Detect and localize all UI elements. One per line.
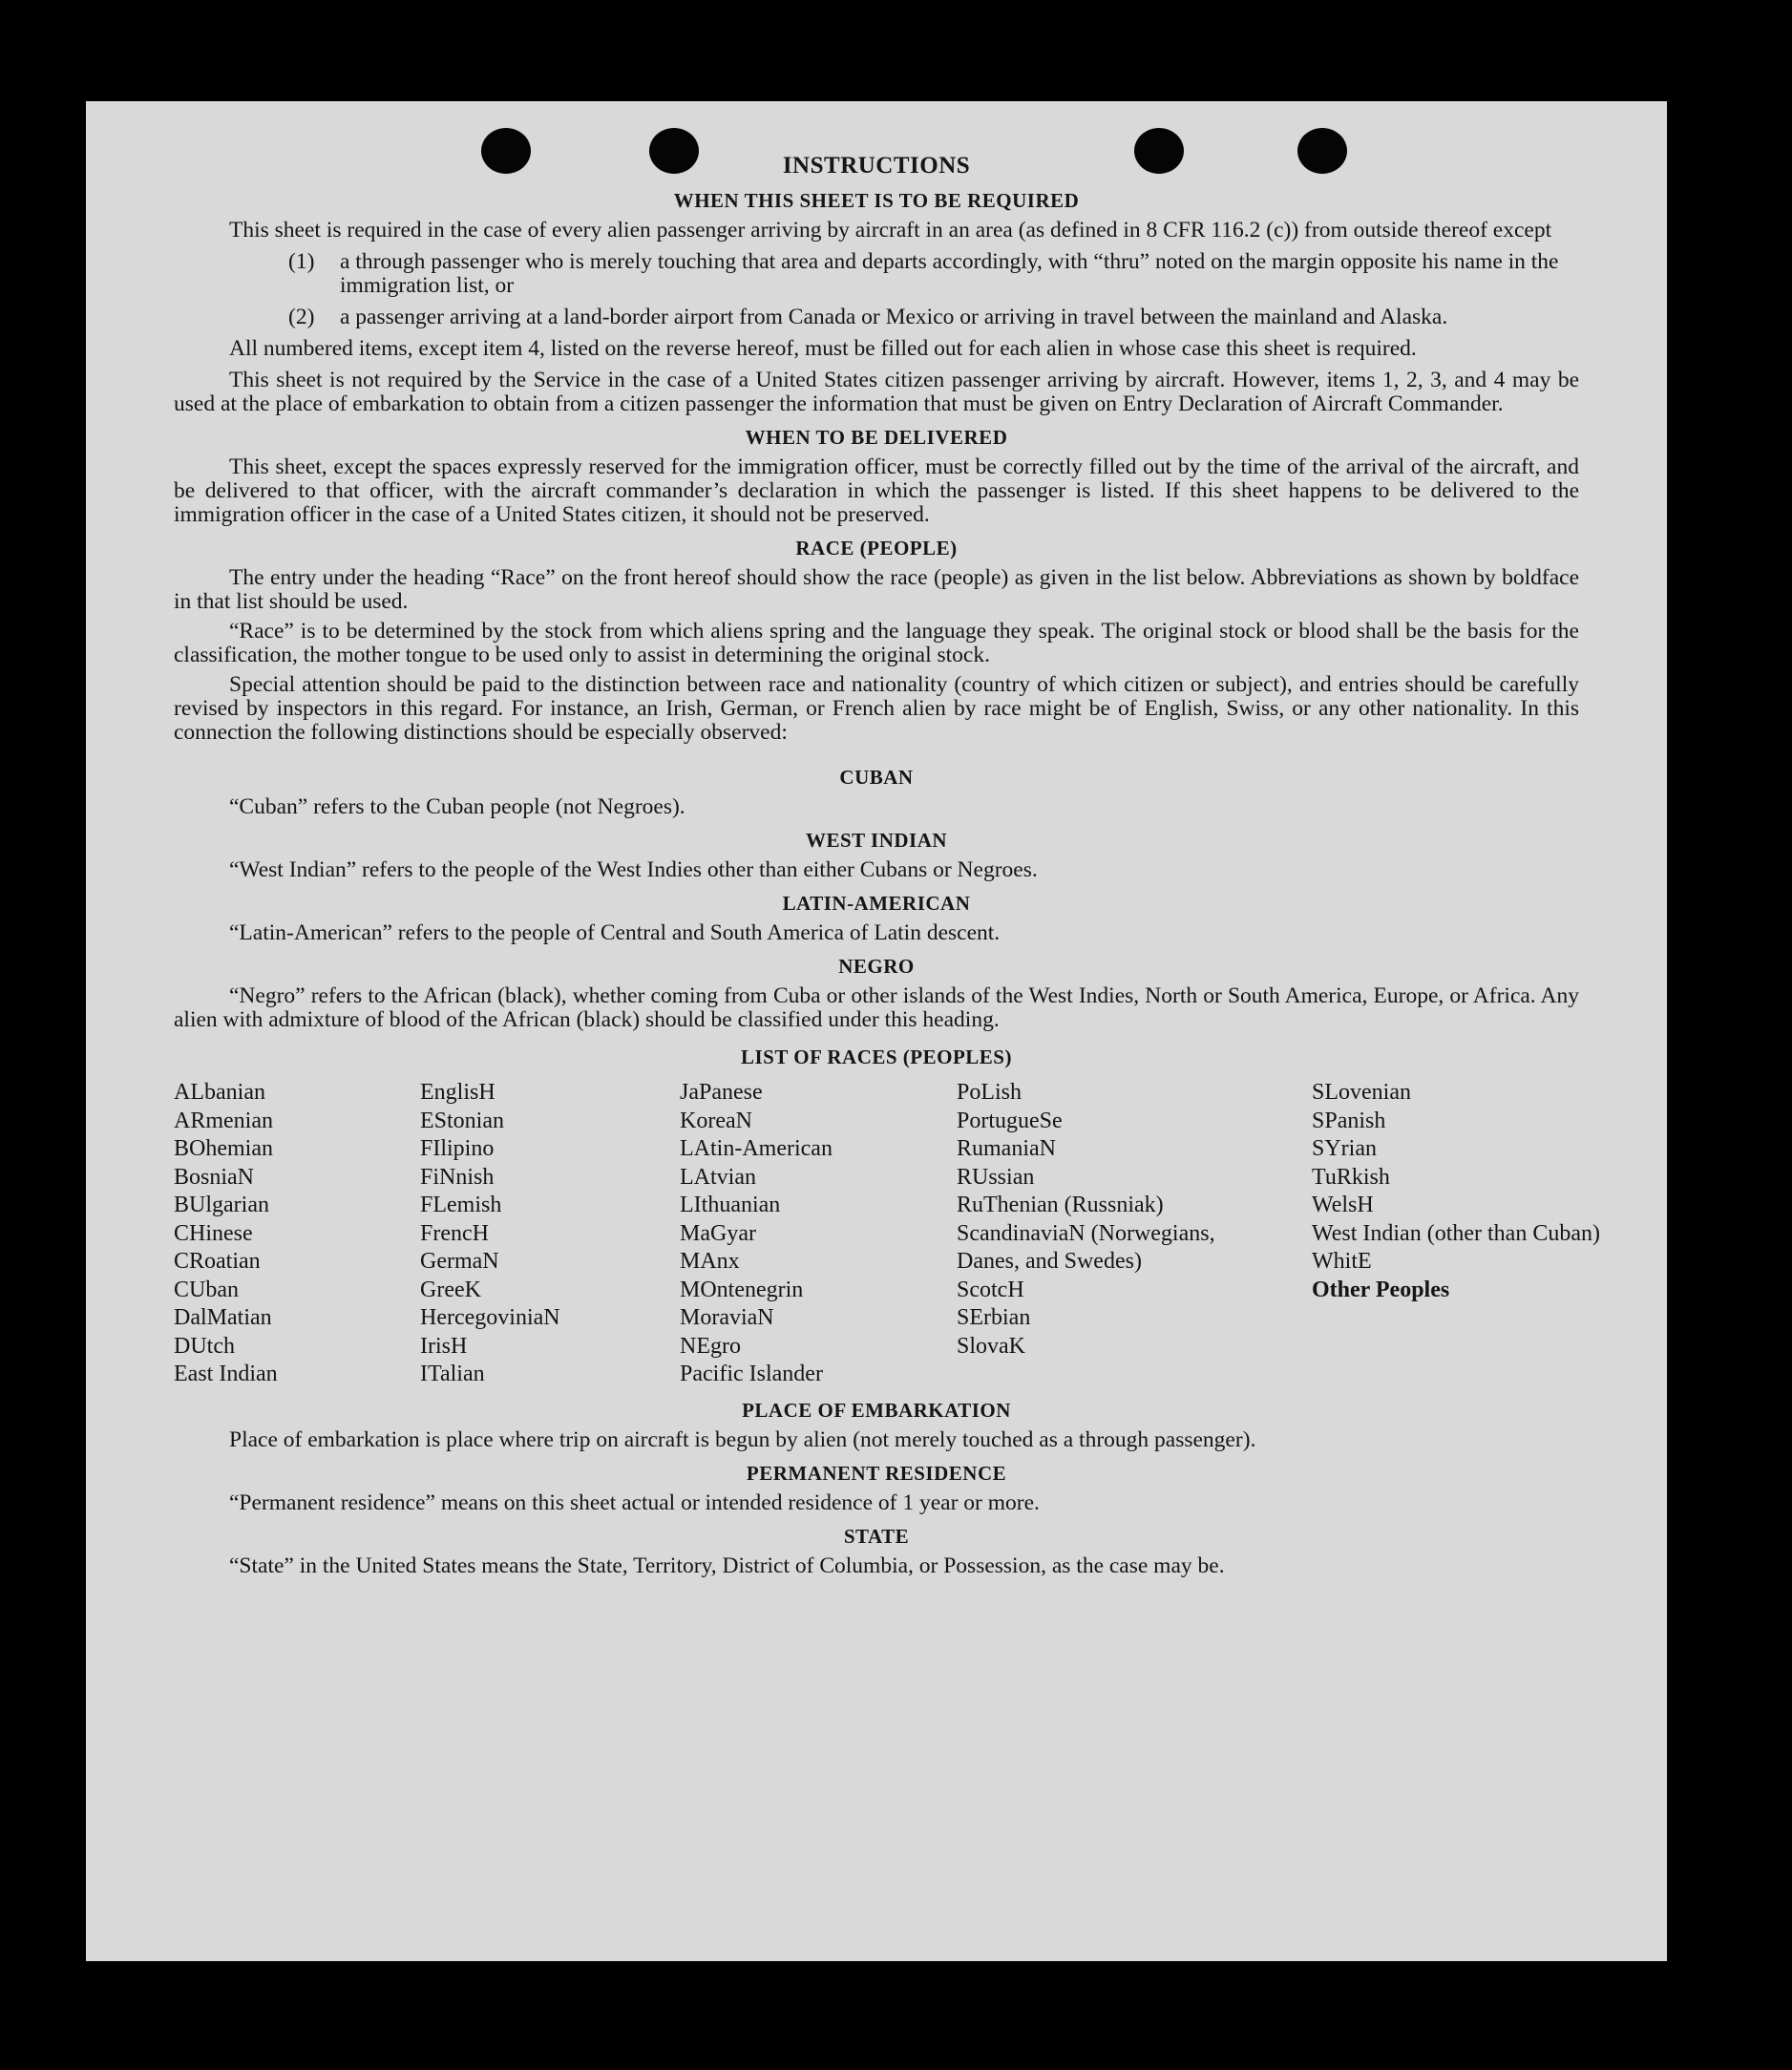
race-entry: ITalian [420, 1362, 485, 1386]
race-entry: ALbanian [174, 1080, 265, 1105]
punch-hole [1134, 128, 1184, 174]
paragraph: “Permanent residence” means on this sheet actual or intended residence of 1 year or more. [229, 1489, 1040, 1515]
race-entry: JaPanese [680, 1080, 763, 1105]
race-entry: MoraviaN [680, 1305, 774, 1330]
section-heading: WHEN TO BE DELIVERED [745, 426, 1008, 449]
race-entry: RumaniaN [957, 1136, 1056, 1161]
race-entry: RuThenian (Russniak) [957, 1193, 1164, 1217]
section-heading: RACE (PEOPLE) [795, 537, 958, 560]
race-entry: SlovaK [957, 1333, 1025, 1359]
section-heading: WHEN THIS SHEET IS TO BE REQUIRED [673, 189, 1080, 212]
definition: “West Indian” refers to the people of the West Indies other than either Cubans or Negroes. [229, 857, 1038, 882]
race-entry: DalMatian [174, 1305, 272, 1330]
race-entry: ScotcH [957, 1277, 1024, 1302]
subsection-heading: CUBAN [839, 766, 914, 789]
race-entry: Other Peoples [1312, 1277, 1450, 1302]
race-entry: GreeK [420, 1277, 481, 1302]
races-column [680, 1079, 957, 1389]
races-column [957, 1079, 1312, 1389]
race-entry: GermaN [420, 1249, 499, 1274]
race-entry: FrencH [420, 1220, 489, 1246]
paragraph: Place of embarkation is place where trip on aircraft is begun by alien (not merely touched as a through passenger). [229, 1426, 1256, 1452]
paragraph: This sheet is not required by the Service in the case of a United States citizen passenger arriving by aircraft. However, items 1, 2, 3, and 4 may be used at the place of embarkation to obtain from a citizen passenger the information that must be given on Entry Declaration of Aircraft Commander. [174, 368, 1579, 416]
race-entry: EStonian [420, 1108, 504, 1133]
paragraph: “Negro” refers to the African (black), whether coming from Cuba or other islands of the West Indies, North or South America, Europe, or Africa. Any alien with admixture of blood of the African (black) should be classified under this heading. [174, 983, 1579, 1032]
races-list [174, 1079, 1600, 1389]
race-entry: East Indian [174, 1362, 278, 1386]
race-entry: KoreaN [680, 1108, 752, 1133]
race-entry: EnglisH [420, 1080, 495, 1105]
race-entry: SLovenian [1312, 1080, 1411, 1105]
race-entry: NEgro [680, 1333, 741, 1359]
race-entry: SYrian [1312, 1136, 1377, 1161]
item-number: (1) [288, 249, 315, 274]
punch-hole [1297, 128, 1347, 174]
section-heading: PERMANENT RESIDENCE [746, 1461, 1007, 1485]
races-column [420, 1079, 680, 1389]
race-entry: BosniaN [174, 1164, 254, 1190]
race-entry: MOntenegrin [680, 1277, 804, 1302]
race-entry: ARmenian [174, 1108, 273, 1133]
race-entry: BOhemian [174, 1136, 273, 1161]
punch-hole [481, 128, 531, 174]
race-entry: WhitE [1312, 1249, 1372, 1274]
race-entry: CHinese [174, 1220, 253, 1246]
races-column [174, 1079, 420, 1389]
race-entry: PortugueSe [957, 1108, 1063, 1133]
race-entry: WelsH [1312, 1193, 1374, 1217]
race-entry: LAtvian [680, 1164, 756, 1190]
race-entry: SErbian [957, 1305, 1031, 1330]
race-entry: CUban [174, 1277, 239, 1302]
subsection-heading: LATIN-AMERICAN [782, 892, 971, 915]
race-entry: TuRkish [1312, 1164, 1390, 1190]
race-entry: FiNnish [420, 1164, 495, 1190]
section-heading: LIST OF RACES (PEOPLES) [741, 1046, 1012, 1068]
paragraph: “State” in the United States means the State, Territory, District of Columbia, or Possession, as the case may be. [229, 1552, 1225, 1578]
race-entry: SPanish [1312, 1108, 1386, 1133]
race-entry: MaGyar [680, 1220, 756, 1246]
race-entry: ScandinaviaN (Norwegians, Danes, and Swedes) [957, 1220, 1215, 1274]
subsection-heading: NEGRO [838, 955, 915, 978]
race-entry: West Indian (other than Cuban) [1312, 1220, 1600, 1246]
race-entry: LIthuanian [680, 1193, 781, 1217]
race-entry: BUlgarian [174, 1193, 269, 1217]
paragraph: This sheet, except the spaces expressly reserved for the immigration officer, must be correctly filled out by the time of the arrival of the aircraft, and be delivered to that officer, with the aircraft commander’s declaration in which the passenger is listed. If this sheet happens to be delivered to the immigration officer in the case of a United States citizen, it should not be preserved. [174, 454, 1579, 527]
race-entry: CRoatian [174, 1249, 261, 1274]
definition: “Cuban” refers to the Cuban people (not Negroes). [229, 794, 685, 819]
race-entry: PoLish [957, 1080, 1022, 1105]
section-heading: STATE [843, 1524, 910, 1548]
paragraph: This sheet is required in the case of every alien passenger arriving by aircraft in an area (as defined in 8 CFR 116.2 (c)) from outside thereof except [229, 218, 1552, 243]
paragraph: Special attention should be paid to the distinction between race and nationality (country of which citizen or subject), and entries should be carefully revised by inspectors in this regard. For instance, an Irish, German, or French alien by race might be of English, Swiss, or any other nationality. In this connection the following distinctions should be especially observed: [174, 672, 1579, 745]
section-heading: PLACE OF EMBARKATION [742, 1398, 1011, 1422]
subsection-heading: WEST INDIAN [805, 829, 948, 852]
race-entry: DUtch [174, 1333, 235, 1359]
exception-item [288, 306, 1579, 329]
paragraph: “Race” is to be determined by the stock from which aliens spring and the language they speak. The original stock or blood shall be the basis for the classification, the mother tongue to be used only to assist in determining the original stock. [174, 619, 1579, 667]
instruction-sheet [86, 101, 1667, 1961]
page-title: INSTRUCTIONS [782, 153, 971, 179]
exception-item [288, 250, 1579, 298]
race-entry: HercegoviniaN [420, 1305, 560, 1330]
item-text: a passenger arriving at a land-border airport from Canada or Mexico or arriving in travel between the mainland and Alaska. [340, 305, 1448, 329]
race-entry: MAnx [680, 1249, 740, 1274]
punch-hole [649, 128, 699, 174]
race-entry: FIlipino [420, 1136, 495, 1161]
race-entry: IrisH [420, 1333, 468, 1359]
race-entry: RUssian [957, 1164, 1035, 1190]
race-entry: LAtin-American [680, 1136, 833, 1161]
race-entry: FLemish [420, 1193, 502, 1217]
paragraph: The entry under the heading “Race” on the front hereof should show the race (people) as given in the list below. Abbreviations as shown by boldface in that list should be used. [174, 565, 1579, 614]
item-text: a through passenger who is merely touching that area and departs accordingly, with “thru” noted on the margin opposite his name in the immigration list, or [340, 249, 1559, 298]
races-column [1312, 1079, 1600, 1389]
race-entry: Pacific Islander [680, 1362, 823, 1386]
paragraph: All numbered items, except item 4, listed on the reverse hereof, must be filled out for each alien in whose case this sheet is required. [229, 336, 1417, 361]
definition: “Latin-American” refers to the people of Central and South America of Latin descent. [229, 920, 1001, 945]
item-number: (2) [288, 305, 315, 329]
